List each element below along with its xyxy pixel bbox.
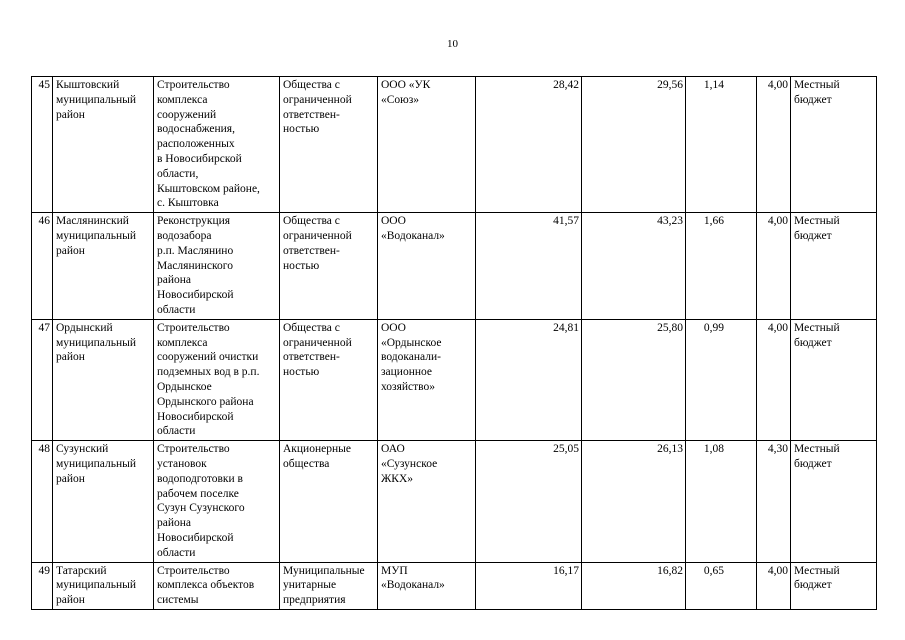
org-name-cell-line: ООО «УК (381, 79, 431, 91)
org-name-cell (378, 213, 476, 320)
org-form-cell-line: Общества с (283, 321, 340, 334)
org-form-cell-line: унитарные (283, 579, 337, 592)
project-cell-line: Новосибирской (157, 289, 234, 302)
project-cell-line: области (157, 546, 196, 559)
org-form-cell (280, 562, 378, 609)
budget-cell-line: бюджет (794, 336, 832, 349)
rate-cell: 4,00 (757, 319, 791, 440)
budget-cell-line: Местный (794, 443, 840, 456)
row-number-cell: 48 (32, 441, 53, 562)
district-cell-line: Маслянинский (56, 215, 129, 228)
project-cell-line: сооружений очистки (157, 351, 259, 364)
row-number-cell: 49 (32, 562, 53, 609)
project-cell (154, 319, 280, 440)
table-row (32, 562, 877, 609)
project-cell-line: Строительство (157, 321, 230, 334)
budget-cell-line: Местный (794, 215, 840, 228)
org-form-cell-line: ностью (283, 366, 320, 379)
org-form-cell-line: Общества с (283, 215, 340, 228)
project-cell (154, 562, 280, 609)
org-name-cell-line: «Союз» (381, 93, 420, 106)
district-cell (53, 441, 154, 562)
project-cell-line: Строительство (157, 79, 230, 91)
org-form-cell-line: ответствен- (283, 244, 340, 257)
org-name-cell (378, 562, 476, 609)
project-cell-line: сооружений (157, 108, 217, 121)
org-form-cell-line: ностью (283, 259, 320, 272)
project-cell-line: комплекса (157, 93, 208, 106)
district-cell-line: район (56, 244, 85, 257)
table-row (32, 213, 877, 320)
table-row (32, 319, 877, 440)
project-cell (154, 77, 280, 213)
value-2-cell: 26,13 (582, 441, 686, 562)
value-2-cell: 43,23 (582, 213, 686, 320)
row-number-cell: 46 (32, 213, 53, 320)
project-cell-line: Новосибирской (157, 410, 234, 423)
org-name-cell-line: водоканали- (381, 351, 441, 364)
org-form-cell-line: ностью (283, 123, 320, 136)
project-cell-line: Строительство (157, 443, 230, 456)
org-name-cell-line: «Водоканал» (381, 579, 445, 592)
org-form-cell (280, 213, 378, 320)
district-cell-line: район (56, 351, 85, 364)
org-form-cell-line: предприятия (283, 594, 346, 607)
row-number-cell: 45 (32, 77, 53, 213)
district-cell (53, 77, 154, 213)
org-form-cell-line: общества (283, 457, 330, 470)
project-cell-line: расположенных (157, 138, 235, 151)
budget-cell (791, 213, 877, 320)
page-number: 10 (447, 38, 458, 50)
org-name-cell-line: «Сузунское (381, 457, 438, 470)
district-cell-line: муниципальный (56, 93, 137, 106)
district-cell (53, 319, 154, 440)
project-cell-line: Маслянинского (157, 259, 233, 272)
project-cell-line: подземных вод в р.п. (157, 366, 260, 379)
org-name-cell-line: ОАО (381, 443, 405, 456)
budget-cell (791, 319, 877, 440)
district-cell (53, 213, 154, 320)
org-name-cell-line: «Ордынское (381, 336, 442, 349)
project-cell-line: р.п. Маслянино (157, 244, 234, 257)
project-cell-line: Новосибирской (157, 531, 234, 544)
org-form-cell-line: ответствен- (283, 108, 340, 121)
org-form-cell-line: Муниципальные (283, 564, 365, 577)
org-name-cell-line: МУП (381, 564, 408, 577)
budget-cell-line: Местный (794, 321, 840, 334)
project-cell-line: комплекса (157, 336, 208, 349)
project-cell-line: района (157, 274, 192, 287)
district-cell-line: муниципальный (56, 336, 137, 349)
table-row (32, 77, 877, 213)
org-form-cell-line: ограниченной (283, 229, 352, 242)
budget-cell-line: бюджет (794, 93, 832, 106)
table-row (32, 441, 877, 562)
org-form-cell (280, 441, 378, 562)
value-1-cell: 28,42 (476, 77, 582, 213)
org-form-cell (280, 77, 378, 213)
rate-cell: 4,00 (757, 213, 791, 320)
value-3-cell: 0,99 (686, 319, 757, 440)
district-cell-line: Сузунский (56, 443, 109, 456)
district-cell-line: муниципальный (56, 579, 137, 592)
org-name-cell (378, 441, 476, 562)
project-cell-line: водозабора (157, 229, 212, 242)
project-cell-line: системы (157, 594, 199, 607)
budget-cell-line: бюджет (794, 457, 832, 470)
value-1-cell: 16,17 (476, 562, 582, 609)
project-cell-line: в Новосибирской (157, 152, 242, 165)
district-cell-line: район (56, 594, 85, 607)
rate-cell: 4,30 (757, 441, 791, 562)
org-form-cell-line: Общества с (283, 79, 340, 91)
value-3-cell: 1,66 (686, 213, 757, 320)
value-3-cell: 1,14 (686, 77, 757, 213)
district-cell-line: муниципальный (56, 229, 137, 242)
budget-cell-line: Местный (794, 564, 840, 577)
value-2-cell: 25,80 (582, 319, 686, 440)
budget-cell (791, 77, 877, 213)
project-cell-line: комплекса объектов (157, 579, 255, 592)
org-form-cell-line: ограниченной (283, 336, 352, 349)
org-form-cell-line: ограниченной (283, 93, 352, 106)
district-cell-line: Ордынский (56, 321, 113, 334)
project-cell-line: Сузун Сузунского (157, 502, 245, 515)
project-cell-line: области (157, 303, 196, 316)
project-cell-line: рабочем поселке (157, 487, 239, 500)
project-cell (154, 213, 280, 320)
rate-cell: 4,00 (757, 77, 791, 213)
row-number-cell: 47 (32, 319, 53, 440)
project-cell-line: с. Кыштовка (157, 197, 219, 210)
project-cell-line: установок (157, 457, 207, 470)
org-name-cell (378, 319, 476, 440)
registry-table (31, 76, 877, 610)
project-cell-line: Реконструкция (157, 215, 231, 228)
district-cell-line: район (56, 108, 85, 121)
org-name-cell-line: «Водоканал» (381, 229, 445, 242)
org-name-cell-line: ООО (381, 321, 406, 334)
district-cell (53, 562, 154, 609)
budget-cell (791, 441, 877, 562)
budget-cell-line: Местный (794, 79, 840, 91)
district-cell-line: Татарский (56, 564, 107, 577)
project-cell-line: Кыштовском районе, (157, 182, 260, 195)
project-cell-line: Ордынское (157, 380, 212, 393)
district-cell-line: муниципальный (56, 457, 137, 470)
project-cell-line: водоснабжения, (157, 123, 235, 136)
org-name-cell-line: ЖКХ» (381, 472, 414, 485)
value-3-cell: 0,65 (686, 562, 757, 609)
value-2-cell: 29,56 (582, 77, 686, 213)
district-cell-line: район (56, 472, 85, 485)
project-cell-line: района (157, 517, 192, 530)
value-1-cell: 41,57 (476, 213, 582, 320)
value-2-cell: 16,82 (582, 562, 686, 609)
value-1-cell: 24,81 (476, 319, 582, 440)
value-1-cell: 25,05 (476, 441, 582, 562)
project-cell-line: области, (157, 167, 199, 180)
project-cell-line: Строительство (157, 564, 230, 577)
rate-cell: 4,00 (757, 562, 791, 609)
org-name-cell-line: зационное (381, 366, 433, 379)
org-name-cell-line: ООО (381, 215, 406, 228)
district-cell-line: Кыштовский (56, 79, 120, 91)
org-form-cell (280, 319, 378, 440)
value-3-cell: 1,08 (686, 441, 757, 562)
project-cell (154, 441, 280, 562)
project-cell-line: водоподготовки в (157, 472, 243, 485)
budget-cell-line: бюджет (794, 579, 832, 592)
org-name-cell-line: хозяйство» (381, 380, 436, 393)
org-form-cell-line: ответствен- (283, 351, 340, 364)
org-name-cell (378, 77, 476, 213)
project-cell-line: Ордынского района (157, 395, 254, 408)
budget-cell-line: бюджет (794, 229, 832, 242)
budget-cell (791, 562, 877, 609)
org-form-cell-line: Акционерные (283, 443, 351, 456)
project-cell-line: области (157, 425, 196, 438)
